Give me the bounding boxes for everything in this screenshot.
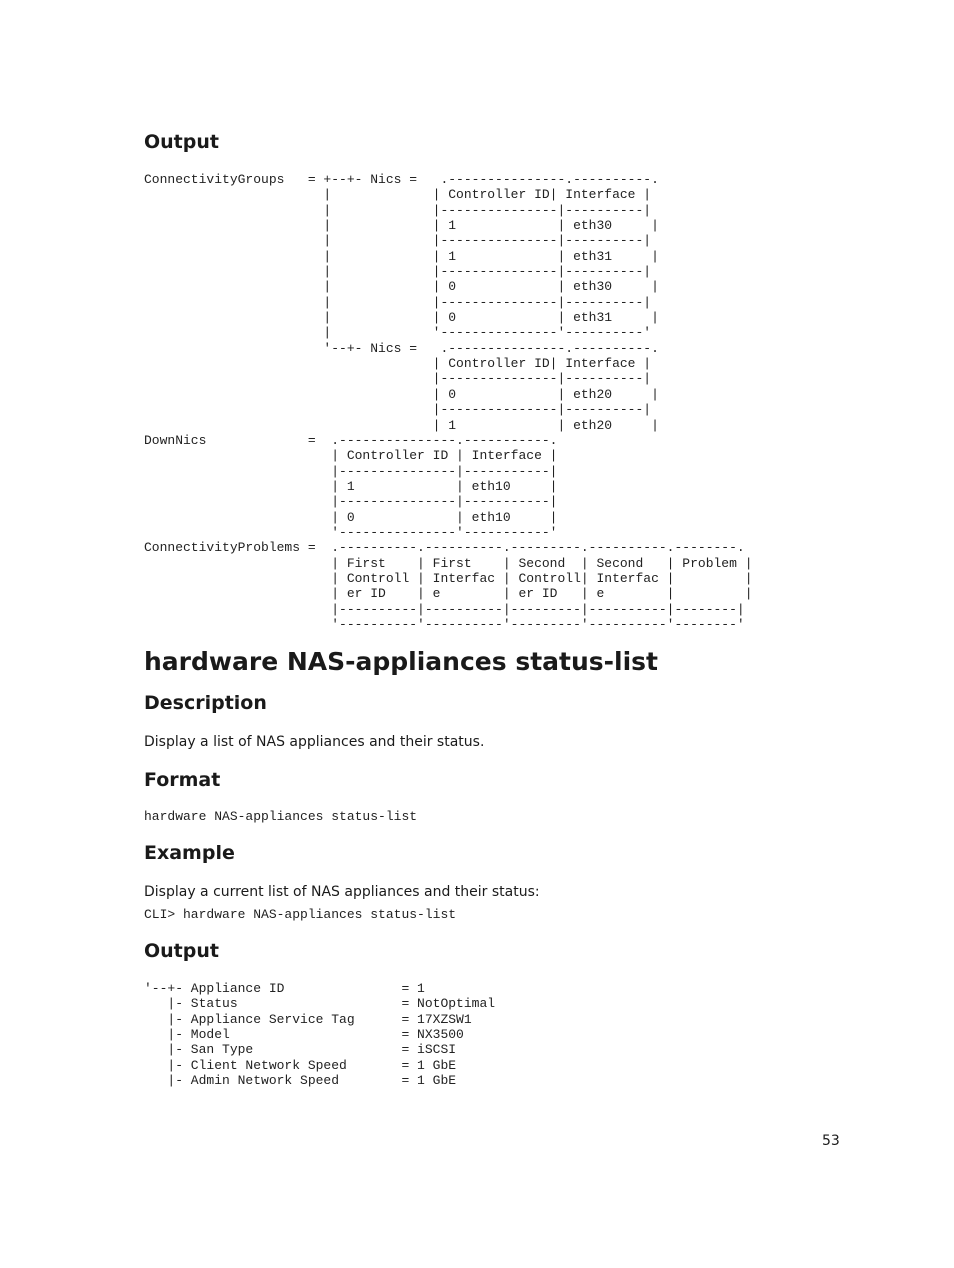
connectivity-output-block: ConnectivityGroups = +--+- Nics = .---------------.----------. | | Controller ID| Interface | | |---------------|----------| | | 1 | eth30 | | |---------------|----------| | | 1 | eth31 | | |---------------|----------| | | 0 | eth30 | | |---------------|----------| | | 0 | eth31 | | '---------------'----------' '--+- Nics = .---------------.----------. | Controller ID| Interface | |---------------|----------| | 0 | eth20 | |---------------|----------| | 1 | eth20 | DownNics = .---------------.-----------. | Controller ID | Interface | |---------------|-----------| | 1 | eth10 | |---------------|-----------| | 0 | eth10 | '---------------'-----------' ConnectivityProblems = .----------.----------.---------.----------.--------. | First | First | Second | Second | Problem | | Controll | Interfac | Controll| Interfac | | | er ID | e | er ID | e | | |----------|----------|---------|----------|--------| '----------'----------'---------'----------'--------' (144, 172, 753, 632)
output-heading: Output (144, 131, 219, 153)
description-heading: Description (144, 692, 267, 714)
description-text: Display a list of NAS appliances and their status. (144, 734, 485, 750)
example-text: Display a current list of NAS appliances and their status: (144, 884, 540, 900)
output-heading-2: Output (144, 940, 219, 962)
example-heading: Example (144, 842, 235, 864)
format-code: hardware NAS-appliances status-list (144, 809, 418, 824)
format-heading: Format (144, 769, 221, 791)
page-number: 53 (822, 1133, 840, 1149)
example-code: CLI> hardware NAS-appliances status-list (144, 907, 457, 922)
command-title: hardware NAS-appliances status-list (144, 647, 659, 676)
status-output-block: '--+- Appliance ID = 1 |- Status = NotOptimal |- Appliance Service Tag = 17XZSW1 |- Model = NX3500 |- San Type = iSCSI |- Client Network Speed = 1 GbE |- Admin Network Speed = 1 GbE (144, 981, 496, 1089)
